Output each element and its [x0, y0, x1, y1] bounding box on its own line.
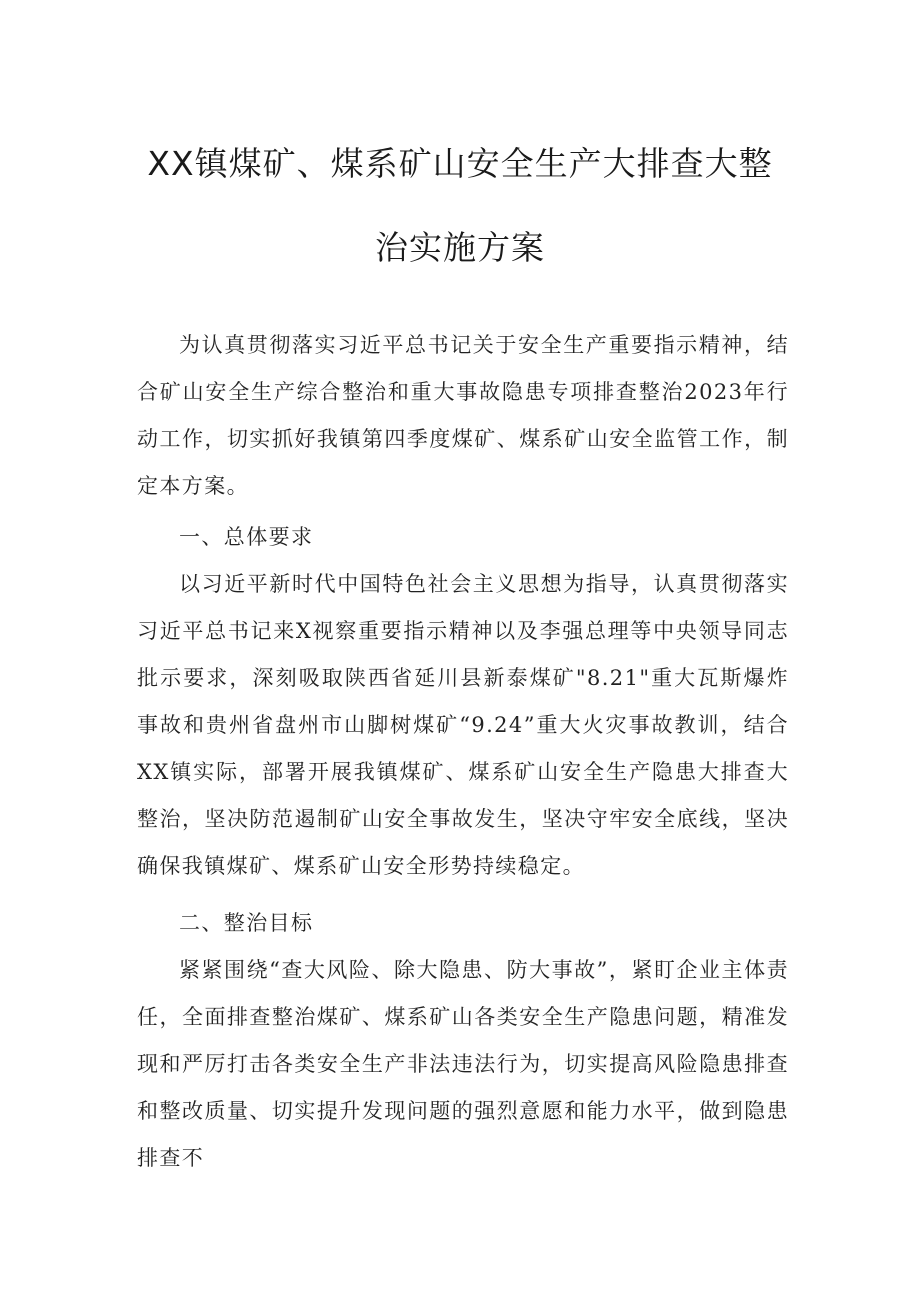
section-heading-general-requirements: 一、总体要求	[179, 525, 314, 549]
section-heading-remediation-goals: 二、整治目标	[179, 911, 314, 935]
general-requirements-paragraph: 以习近平新时代中国特色社会主义思想为指导，认真贯彻落实习近平总书记来X视察重要指示精神以及李强总理等中央领导同志批示要求，深刻吸取陕西省延川县新泰煤矿"8.21"重大瓦斯爆炸事故和贵州省盘州市山脚树煤矿“9.24”重大火灾事故教训，结合XX镇实际，部署开展我镇煤矿、煤系矿山安全生产隐患大排查大整治，坚决防范遏制矿山安全事故发生，坚决守牢安全底线，坚决确保我镇煤矿、煤系矿山安全形势持续稳定。	[137, 572, 789, 878]
intro-paragraph: 为认真贯彻落实习近平总书记关于安全生产重要指示精神，结合矿山安全生产综合整治和重大事故隐患专项排查整治2023年行动工作，切实抓好我镇第四季度煤矿、煤系矿山安全监管工作，制定本方案。	[137, 333, 789, 498]
document-title-line-2: 治实施方案	[375, 228, 545, 267]
remediation-goals-paragraph: 紧紧围绕“查大风险、除大隐患、防大事故”，紧盯企业主体责任，全面排查整治煤矿、煤系矿山各类安全生产隐患问题，精准发现和严厉打击各类安全生产非法违法行为，切实提高风险隐患排查和整改质量、切实提升发现问题的强烈意愿和能力水平，做到隐患排查不	[137, 958, 789, 1170]
document-title-line-1: XX镇煤矿、煤系矿山安全生产大排查大整	[147, 144, 773, 183]
